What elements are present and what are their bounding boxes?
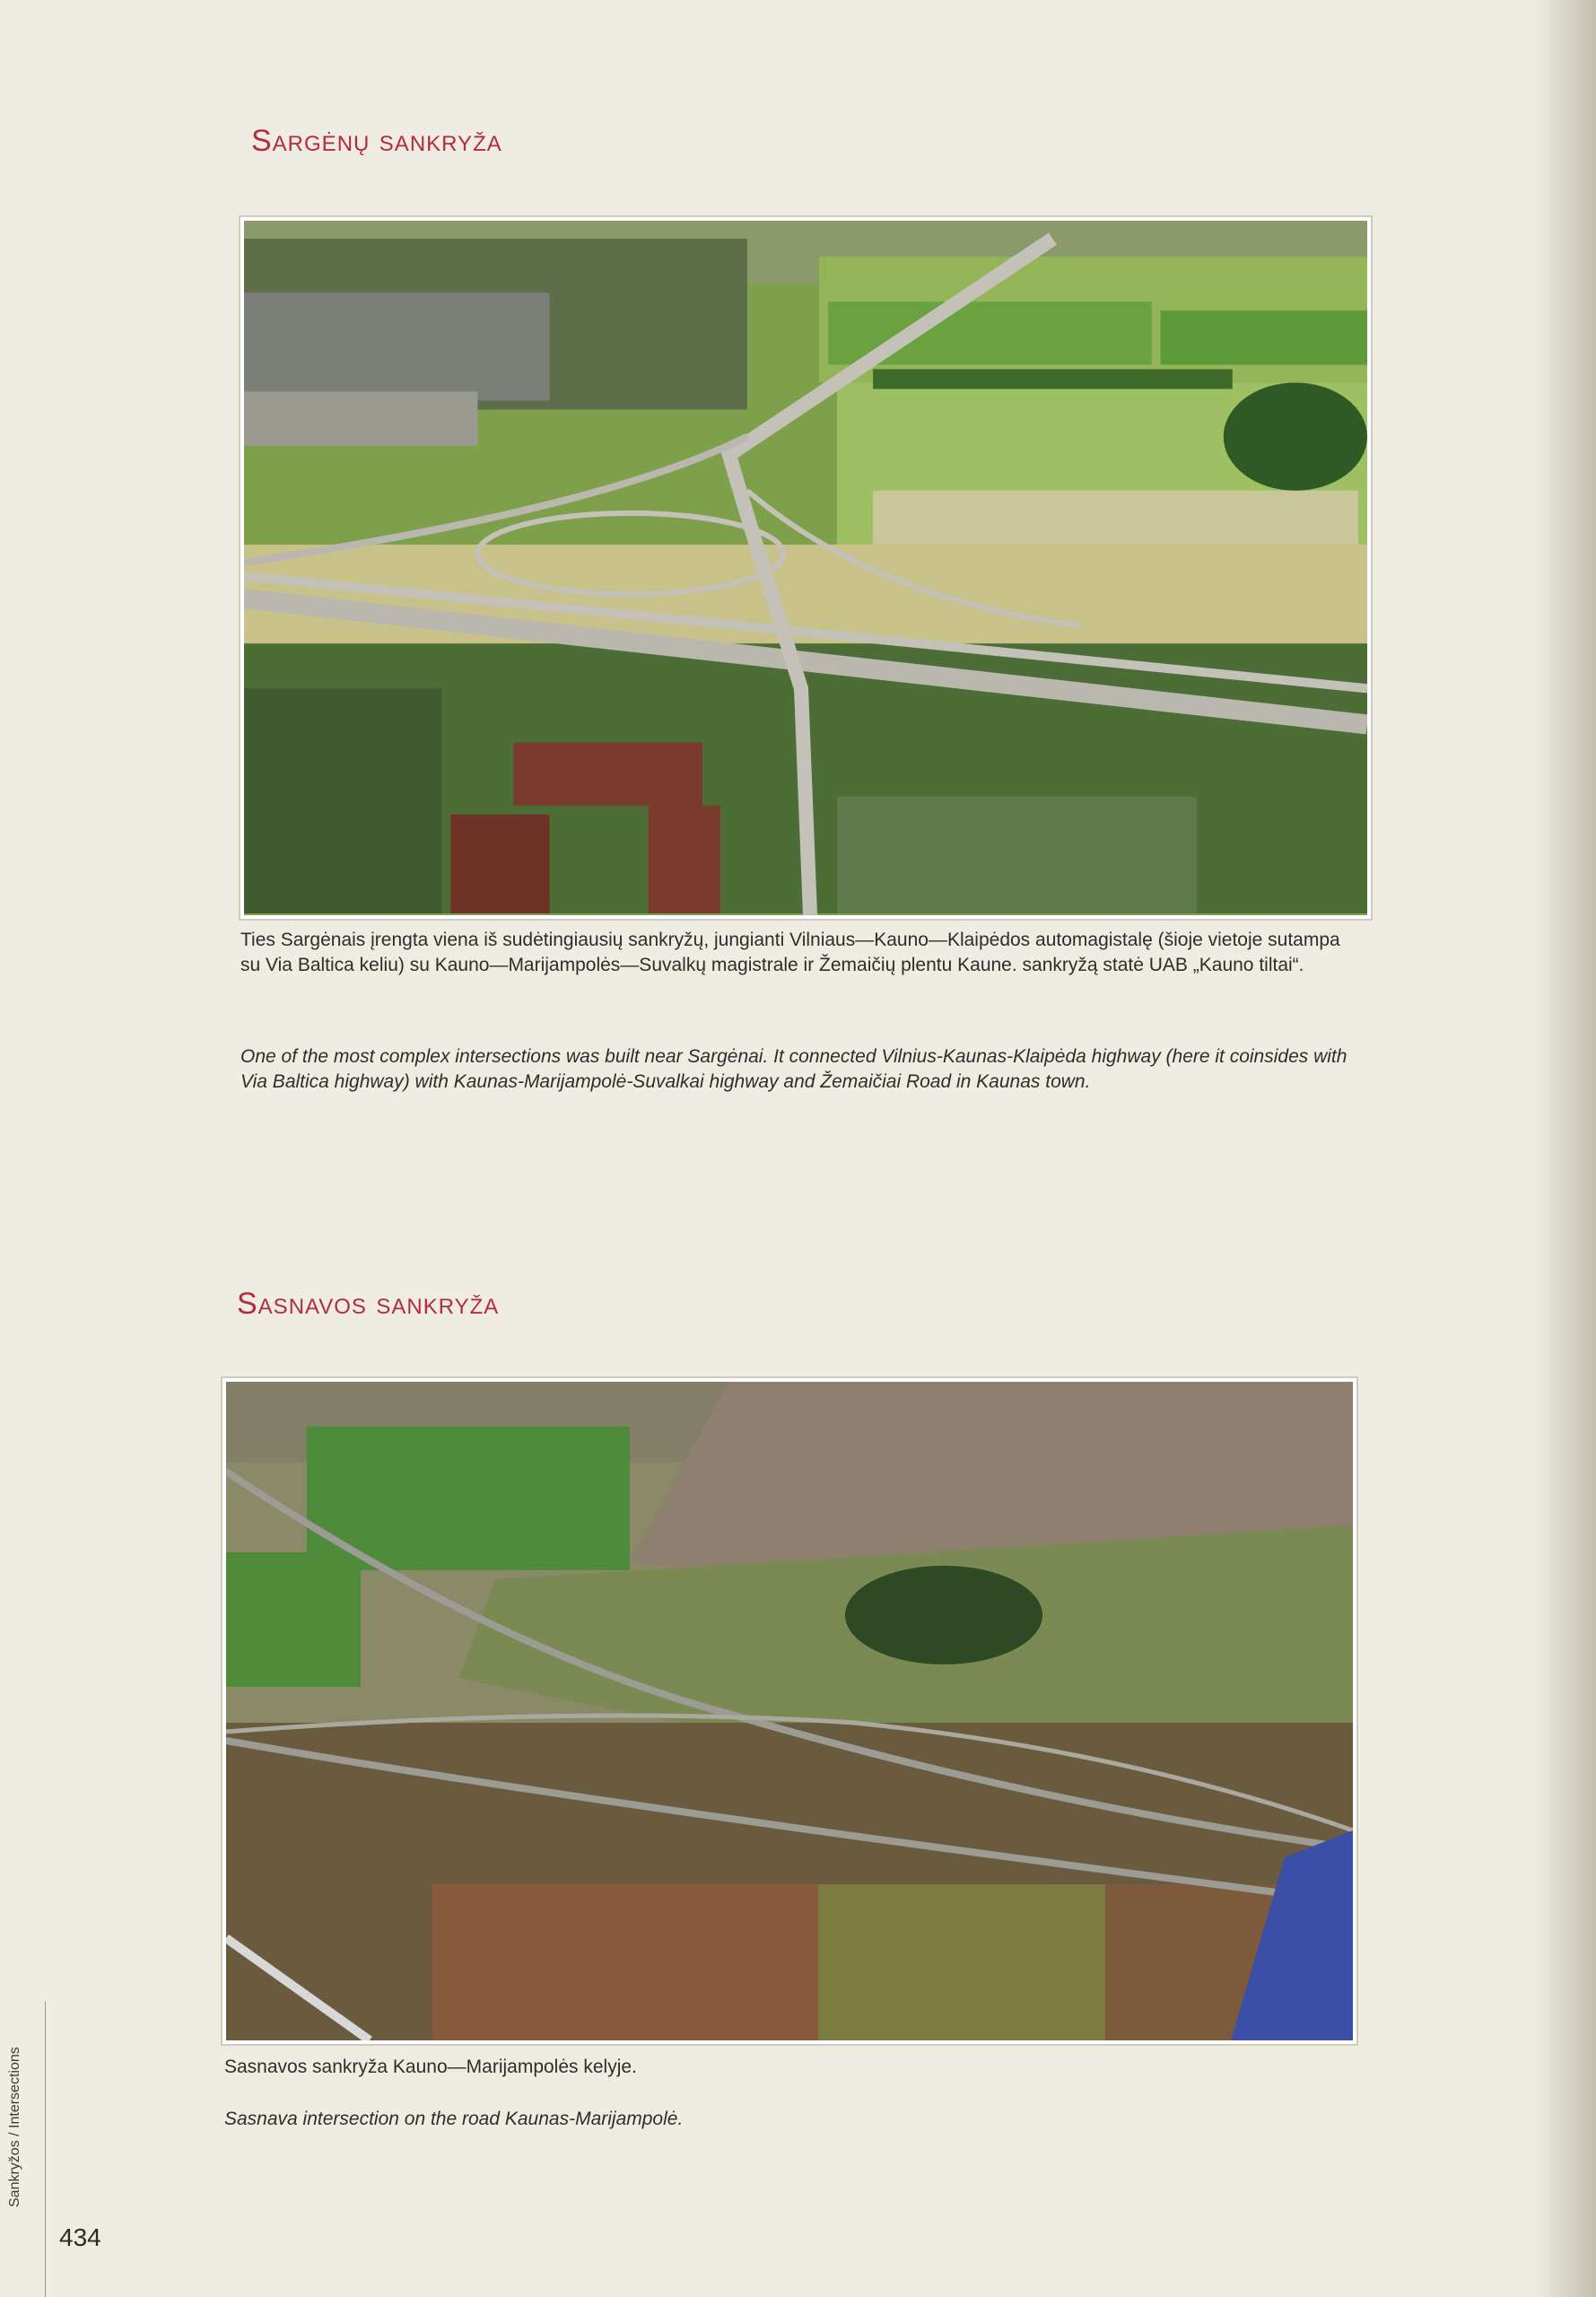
caption-lithuanian-sasnava: Sasnavos sankryža Kauno—Marijampolės kelyje. [224, 2057, 637, 2077]
page-edge-shadow [1533, 0, 1596, 2297]
section-title-sargenai: Sargėnų sankryža [251, 124, 502, 158]
sidebar-divider-line [45, 2001, 46, 2297]
running-section-label: Sankryžos / Intersections [7, 2047, 22, 2207]
caption-english-sargenai: One of the most complex intersections was built near Sargėnai. It connected Vilnius-Kaunas-Klaipėda highway (here it coinsides with Via Baltica highway) with Kaunas-Marijampolė-Suvalkai highway and Žemaičiai Road in Kaunas town. [240, 1046, 1347, 1092]
aerial-photo-sargenai-intersection [239, 215, 1373, 921]
page-number: 434 [59, 2223, 101, 2251]
aerial-photo-sasnava-intersection [221, 1376, 1358, 2046]
caption-lithuanian-sargenai: Ties Sargėnais įrengta viena iš sudėtingiausių sankryžų, jungianti Vilniaus—Kauno—Klaipėdos automagistalę (šioje vietoje sutampa su Via Baltica keliu) su Kauno—Marijampolės—Suvalkų magistrale ir Žemaičių plentu Kaune. sankryžą statė UAB „Kauno tiltai“. [240, 930, 1340, 975]
photo-sasnava-image [226, 1382, 1353, 2040]
section-title-sasnava: Sasnavos sankryža [237, 1287, 500, 1321]
photo-sargenai-image [244, 221, 1367, 915]
caption-english-sasnava: Sasnava intersection on the road Kaunas-Marijampolė. [224, 2109, 684, 2129]
